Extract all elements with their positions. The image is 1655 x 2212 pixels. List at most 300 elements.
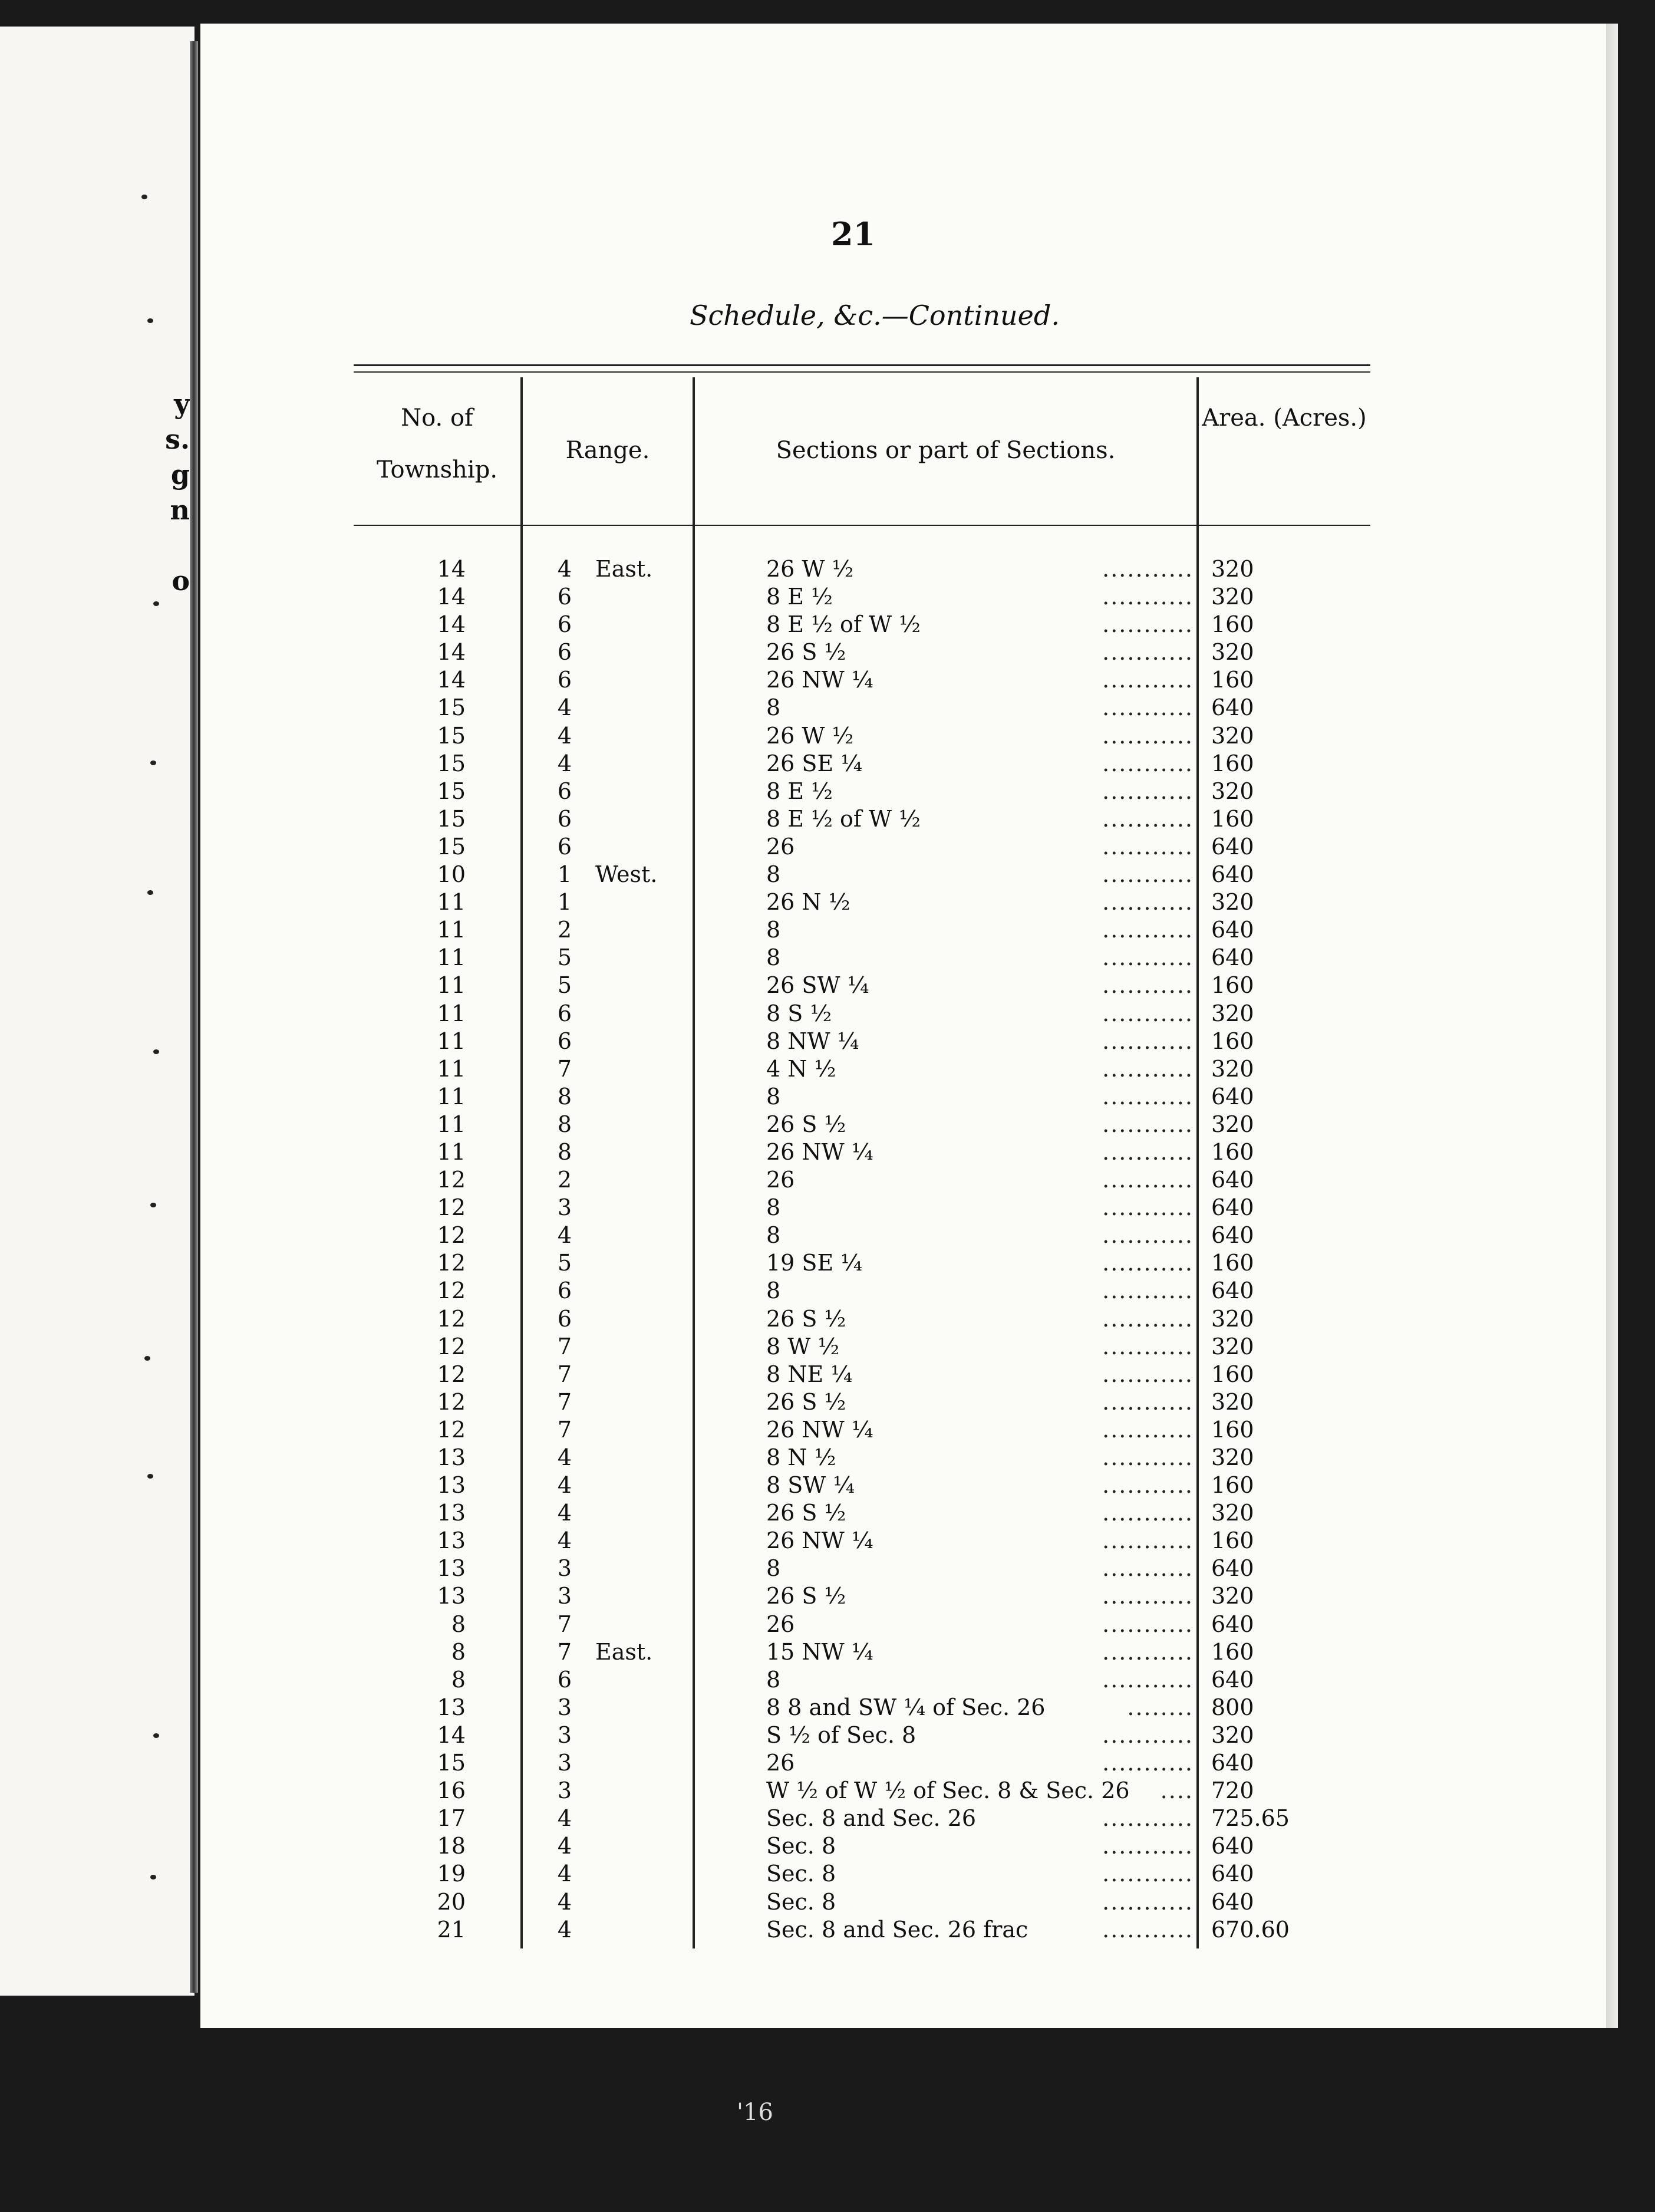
area-cell: 640 bbox=[1211, 944, 1254, 971]
area-cell: 640 bbox=[1211, 1555, 1254, 1582]
range-cell: 6 bbox=[557, 584, 572, 610]
leader-dots: ........... bbox=[1102, 1083, 1194, 1110]
facing-letter: o bbox=[172, 565, 190, 597]
leader-dots: ........... bbox=[1102, 1805, 1194, 1832]
township-cell: 14 bbox=[437, 1721, 466, 1748]
township-cell: 12 bbox=[437, 1194, 466, 1221]
leader-dots: ........... bbox=[1102, 917, 1194, 943]
range-cell: 6 bbox=[557, 778, 572, 804]
area-cell: 160 bbox=[1211, 1472, 1254, 1499]
township-cell: 15 bbox=[437, 1750, 466, 1776]
table-row bbox=[354, 1222, 1370, 1249]
section-cell: 26 SE ¼ bbox=[766, 750, 863, 776]
leader-dots: ........... bbox=[1102, 972, 1194, 999]
section-cell: 8 E ½ bbox=[766, 778, 833, 804]
township-cell: 18 bbox=[437, 1833, 466, 1859]
leader-dots: ........... bbox=[1102, 556, 1194, 582]
township-cell: 10 bbox=[437, 861, 466, 888]
leader-dots: ........... bbox=[1102, 584, 1194, 610]
area-cell: 320 bbox=[1211, 639, 1254, 666]
table-row bbox=[354, 972, 1370, 999]
township-cell: 8 bbox=[451, 1666, 466, 1693]
leader-dots: ........... bbox=[1102, 1138, 1194, 1165]
range-cell: 8 bbox=[557, 1138, 572, 1165]
range-cell: 2 bbox=[557, 1167, 572, 1193]
range-cell: 6 bbox=[557, 1000, 572, 1026]
area-cell: 320 bbox=[1211, 1111, 1254, 1137]
header-range: Range. bbox=[565, 437, 650, 464]
area-cell: 800 bbox=[1211, 1694, 1254, 1720]
leader-dots: ........... bbox=[1102, 1721, 1194, 1748]
leader-dots: ........... bbox=[1102, 1528, 1194, 1554]
township-cell: 11 bbox=[437, 889, 466, 916]
township-cell: 11 bbox=[437, 917, 466, 943]
section-cell: Sec. 8 and Sec. 26 frac bbox=[766, 1916, 1028, 1943]
section-cell: Sec. 8 bbox=[766, 1888, 836, 1915]
township-cell: 12 bbox=[437, 1333, 466, 1360]
area-cell: 160 bbox=[1211, 805, 1254, 832]
header-bottom-rule bbox=[354, 525, 1370, 526]
leader-dots: ........... bbox=[1102, 805, 1194, 832]
section-cell: 8 W ½ bbox=[766, 1333, 840, 1360]
range-cell: 1 bbox=[557, 889, 572, 916]
section-cell: 8 N ½ bbox=[766, 1444, 836, 1470]
area-cell: 640 bbox=[1211, 833, 1254, 860]
township-cell: 13 bbox=[437, 1472, 466, 1499]
range-cell: 7 bbox=[557, 1638, 572, 1665]
direction-cell: West. bbox=[595, 861, 658, 888]
section-cell: 26 bbox=[766, 1611, 795, 1637]
section-cell: 26 NW ¼ bbox=[766, 1138, 873, 1165]
township-cell: 11 bbox=[437, 944, 466, 971]
area-cell: 320 bbox=[1211, 1305, 1254, 1332]
table-top-rule bbox=[354, 364, 1370, 366]
section-cell: 26 N ½ bbox=[766, 889, 850, 916]
leader-dots: ........... bbox=[1102, 1416, 1194, 1443]
table-row bbox=[354, 1028, 1370, 1055]
leader-dots: ........... bbox=[1102, 1388, 1194, 1415]
direction-cell: East. bbox=[595, 1638, 653, 1665]
area-cell: 160 bbox=[1211, 667, 1254, 693]
section-cell: 8 bbox=[766, 1222, 781, 1249]
leader-dots: ........... bbox=[1102, 1111, 1194, 1137]
section-cell: 8 bbox=[766, 1083, 781, 1110]
township-cell: 13 bbox=[437, 1694, 466, 1720]
area-cell: 320 bbox=[1211, 1388, 1254, 1415]
table-top-rule-thin bbox=[354, 371, 1370, 373]
range-cell: 4 bbox=[557, 1861, 572, 1887]
area-cell: 320 bbox=[1211, 1583, 1254, 1609]
table-row bbox=[354, 1638, 1370, 1666]
table-row bbox=[354, 1555, 1370, 1582]
table-row bbox=[354, 666, 1370, 694]
section-cell: 15 NW ¼ bbox=[766, 1638, 873, 1665]
leader-dots: ........... bbox=[1102, 1194, 1194, 1221]
section-cell: 8 bbox=[766, 1194, 781, 1221]
township-cell: 12 bbox=[437, 1222, 466, 1249]
section-cell: 8 S ½ bbox=[766, 1000, 832, 1026]
leader-dots: ........... bbox=[1102, 889, 1194, 916]
section-cell: 26 S ½ bbox=[766, 1111, 846, 1137]
table-row bbox=[354, 583, 1370, 611]
table-row bbox=[354, 1916, 1370, 1944]
township-cell: 15 bbox=[437, 750, 466, 776]
area-cell: 320 bbox=[1211, 1500, 1254, 1526]
range-cell: 4 bbox=[557, 722, 572, 749]
section-cell: 8 bbox=[766, 1666, 781, 1693]
range-cell: 4 bbox=[557, 1222, 572, 1249]
area-cell: 160 bbox=[1211, 1250, 1254, 1276]
area-cell: 640 bbox=[1211, 917, 1254, 943]
area-cell: 160 bbox=[1211, 1416, 1254, 1443]
section-cell: 26 S ½ bbox=[766, 639, 846, 666]
table-row bbox=[354, 1472, 1370, 1499]
table-row bbox=[354, 1582, 1370, 1610]
area-cell: 160 bbox=[1211, 750, 1254, 776]
table-row bbox=[354, 1361, 1370, 1388]
section-cell: 8 NE ¼ bbox=[766, 1361, 853, 1387]
township-cell: 11 bbox=[437, 1111, 466, 1137]
area-cell: 640 bbox=[1211, 861, 1254, 888]
range-cell: 4 bbox=[557, 694, 572, 721]
township-cell: 12 bbox=[437, 1416, 466, 1443]
section-cell: Sec. 8 bbox=[766, 1833, 836, 1859]
leader-dots: ........... bbox=[1102, 1500, 1194, 1526]
range-cell: 3 bbox=[557, 1555, 572, 1582]
header-sections: Sections or part of Sections. bbox=[776, 437, 1116, 464]
section-cell: 26 S ½ bbox=[766, 1305, 846, 1332]
range-cell: 3 bbox=[557, 1583, 572, 1609]
running-title: Schedule, &c.—Continued. bbox=[690, 299, 1060, 331]
section-cell: 8 bbox=[766, 1555, 781, 1582]
table-row bbox=[354, 1611, 1370, 1638]
township-cell: 12 bbox=[437, 1361, 466, 1387]
section-cell: 26 S ½ bbox=[766, 1500, 846, 1526]
leader-dots: ........... bbox=[1102, 833, 1194, 860]
area-cell: 320 bbox=[1211, 1000, 1254, 1026]
area-cell: 320 bbox=[1211, 889, 1254, 916]
leader-dots: ........... bbox=[1102, 1278, 1194, 1304]
table-row bbox=[354, 1444, 1370, 1472]
range-cell: 5 bbox=[557, 1250, 572, 1276]
table-row bbox=[354, 1249, 1370, 1277]
table-row bbox=[354, 638, 1370, 666]
township-cell: 14 bbox=[437, 667, 466, 693]
leader-dots: ........... bbox=[1102, 944, 1194, 971]
leader-dots: ........... bbox=[1102, 722, 1194, 749]
township-cell: 15 bbox=[437, 722, 466, 749]
township-cell: 14 bbox=[437, 556, 466, 582]
leader-dots: ........... bbox=[1102, 1861, 1194, 1887]
leader-dots: ........... bbox=[1102, 694, 1194, 721]
range-cell: 4 bbox=[557, 1500, 572, 1526]
area-cell: 320 bbox=[1211, 722, 1254, 749]
table-row bbox=[354, 555, 1370, 583]
township-cell: 12 bbox=[437, 1250, 466, 1276]
township-cell: 12 bbox=[437, 1388, 466, 1415]
range-cell: 1 bbox=[557, 861, 572, 888]
table-row bbox=[354, 1000, 1370, 1028]
range-cell: 6 bbox=[557, 805, 572, 832]
township-cell: 13 bbox=[437, 1500, 466, 1526]
area-cell: 640 bbox=[1211, 1194, 1254, 1221]
leader-dots: ........... bbox=[1102, 1055, 1194, 1082]
facing-letter: y bbox=[174, 388, 190, 420]
table-row bbox=[354, 1666, 1370, 1694]
facing-letter: s. bbox=[165, 423, 190, 455]
range-cell: 7 bbox=[557, 1611, 572, 1637]
table-row bbox=[354, 916, 1370, 944]
section-cell: 19 SE ¼ bbox=[766, 1250, 863, 1276]
range-cell: 2 bbox=[557, 917, 572, 943]
table-row bbox=[354, 1277, 1370, 1305]
table-row bbox=[354, 1166, 1370, 1194]
header-area: Area. (Acres.) bbox=[1202, 404, 1367, 432]
leader-dots: ........... bbox=[1102, 639, 1194, 666]
area-cell: 160 bbox=[1211, 1028, 1254, 1054]
table-row bbox=[354, 611, 1370, 638]
leader-dots: ........... bbox=[1102, 1250, 1194, 1276]
range-cell: 3 bbox=[557, 1750, 572, 1776]
section-cell: 26 bbox=[766, 1167, 795, 1193]
table-row bbox=[354, 778, 1370, 805]
township-cell: 21 bbox=[437, 1916, 466, 1943]
range-cell: 5 bbox=[557, 944, 572, 971]
area-cell: 320 bbox=[1211, 1721, 1254, 1748]
township-cell: 14 bbox=[437, 584, 466, 610]
area-cell: 160 bbox=[1211, 1361, 1254, 1387]
leader-dots: ........... bbox=[1102, 861, 1194, 888]
range-cell: 6 bbox=[557, 667, 572, 693]
section-cell: 8 bbox=[766, 694, 781, 721]
section-cell: 26 NW ¼ bbox=[766, 1528, 873, 1554]
table-row bbox=[354, 805, 1370, 833]
section-cell: Sec. 8 and Sec. 26 bbox=[766, 1805, 977, 1832]
table-row bbox=[354, 1194, 1370, 1222]
section-cell: 4 N ½ bbox=[766, 1055, 836, 1082]
table-row bbox=[354, 1832, 1370, 1860]
leader-dots: ........... bbox=[1102, 1000, 1194, 1026]
range-cell: 6 bbox=[557, 1278, 572, 1304]
range-cell: 6 bbox=[557, 1666, 572, 1693]
range-cell: 3 bbox=[557, 1694, 572, 1720]
table-row bbox=[354, 1499, 1370, 1527]
facing-letter: g bbox=[170, 459, 190, 491]
section-cell: 8 E ½ bbox=[766, 584, 833, 610]
section-cell: 8 8 and SW ¼ of Sec. 26 bbox=[766, 1694, 1046, 1720]
township-cell: 11 bbox=[437, 1000, 466, 1026]
area-cell: 720 bbox=[1211, 1778, 1254, 1804]
table-row bbox=[354, 1138, 1370, 1166]
leader-dots: .... bbox=[1160, 1778, 1194, 1804]
range-cell: 4 bbox=[557, 556, 572, 582]
area-cell: 160 bbox=[1211, 972, 1254, 999]
range-cell: 3 bbox=[557, 1194, 572, 1221]
area-cell: 160 bbox=[1211, 611, 1254, 638]
range-cell: 6 bbox=[557, 833, 572, 860]
township-cell: 14 bbox=[437, 639, 466, 666]
range-cell: 7 bbox=[557, 1361, 572, 1387]
table-row bbox=[354, 1749, 1370, 1777]
section-cell: 8 bbox=[766, 917, 781, 943]
page-edge bbox=[1606, 24, 1618, 2028]
section-cell: Sec. 8 bbox=[766, 1861, 836, 1887]
area-cell: 160 bbox=[1211, 1528, 1254, 1554]
header-township: No. of Township. bbox=[376, 404, 498, 483]
range-cell: 6 bbox=[557, 611, 572, 638]
range-cell: 4 bbox=[557, 1528, 572, 1554]
section-cell: 26 bbox=[766, 1750, 795, 1776]
leader-dots: ........... bbox=[1102, 1305, 1194, 1332]
table-row bbox=[354, 1888, 1370, 1916]
area-cell: 640 bbox=[1211, 1888, 1254, 1915]
township-cell: 8 bbox=[451, 1638, 466, 1665]
leader-dots: ........... bbox=[1102, 1167, 1194, 1193]
section-cell: 26 bbox=[766, 833, 795, 860]
leader-dots: ........... bbox=[1102, 1222, 1194, 1249]
leader-dots: ........... bbox=[1102, 1888, 1194, 1915]
leader-dots: ........... bbox=[1102, 1361, 1194, 1387]
area-cell: 640 bbox=[1211, 1833, 1254, 1859]
township-cell: 13 bbox=[437, 1528, 466, 1554]
township-cell: 20 bbox=[437, 1888, 466, 1915]
leader-dots: ........... bbox=[1102, 778, 1194, 804]
area-cell: 670.60 bbox=[1211, 1916, 1290, 1943]
table-row bbox=[354, 1805, 1370, 1832]
table-row bbox=[354, 1305, 1370, 1333]
township-cell: 8 bbox=[451, 1611, 466, 1637]
township-cell: 17 bbox=[437, 1805, 466, 1832]
leader-dots: ........... bbox=[1102, 611, 1194, 638]
range-cell: 6 bbox=[557, 639, 572, 666]
section-cell: 8 E ½ of W ½ bbox=[766, 611, 921, 638]
range-cell: 3 bbox=[557, 1721, 572, 1748]
range-cell: 4 bbox=[557, 1444, 572, 1470]
range-cell: 4 bbox=[557, 1888, 572, 1915]
area-cell: 640 bbox=[1211, 1611, 1254, 1637]
table-row bbox=[354, 944, 1370, 972]
range-cell: 6 bbox=[557, 1305, 572, 1332]
page-number: 21 bbox=[831, 215, 876, 253]
area-cell: 320 bbox=[1211, 778, 1254, 804]
area-cell: 640 bbox=[1211, 1666, 1254, 1693]
facing-letter: n bbox=[170, 494, 190, 526]
township-cell: 15 bbox=[437, 805, 466, 832]
area-cell: 160 bbox=[1211, 1638, 1254, 1665]
township-cell: 12 bbox=[437, 1305, 466, 1332]
area-cell: 640 bbox=[1211, 694, 1254, 721]
area-cell: 160 bbox=[1211, 1138, 1254, 1165]
leader-dots: ........... bbox=[1102, 1333, 1194, 1360]
table-row bbox=[354, 1694, 1370, 1721]
township-cell: 19 bbox=[437, 1861, 466, 1887]
leader-dots: ........... bbox=[1102, 1583, 1194, 1609]
table-row bbox=[354, 694, 1370, 722]
range-cell: 7 bbox=[557, 1416, 572, 1443]
township-cell: 13 bbox=[437, 1555, 466, 1582]
table-row bbox=[354, 833, 1370, 861]
area-cell: 640 bbox=[1211, 1167, 1254, 1193]
township-cell: 16 bbox=[437, 1778, 466, 1804]
leader-dots: ........... bbox=[1102, 1472, 1194, 1499]
township-cell: 13 bbox=[437, 1583, 466, 1609]
leader-dots: ........... bbox=[1102, 667, 1194, 693]
section-cell: 8 NW ¼ bbox=[766, 1028, 859, 1054]
range-cell: 4 bbox=[557, 1472, 572, 1499]
table-row bbox=[354, 861, 1370, 888]
area-cell: 320 bbox=[1211, 584, 1254, 610]
range-cell: 7 bbox=[557, 1388, 572, 1415]
leader-dots: ........... bbox=[1102, 1555, 1194, 1582]
leader-dots: ........... bbox=[1102, 1611, 1194, 1637]
township-cell: 14 bbox=[437, 611, 466, 638]
area-cell: 640 bbox=[1211, 1278, 1254, 1304]
range-cell: 4 bbox=[557, 1805, 572, 1832]
table-row bbox=[354, 1527, 1370, 1555]
leader-dots: ........... bbox=[1102, 1916, 1194, 1943]
section-cell: 26 NW ¼ bbox=[766, 667, 873, 693]
table-row bbox=[354, 1777, 1370, 1805]
section-cell: 8 E ½ of W ½ bbox=[766, 805, 921, 832]
township-cell: 11 bbox=[437, 1055, 466, 1082]
direction-cell: East. bbox=[595, 556, 653, 582]
leader-dots: ........... bbox=[1102, 1638, 1194, 1665]
folio-mark: '16 bbox=[737, 2099, 773, 2126]
township-cell: 15 bbox=[437, 833, 466, 860]
area-cell: 640 bbox=[1211, 1222, 1254, 1249]
area-cell: 320 bbox=[1211, 1055, 1254, 1082]
section-cell: 26 W ½ bbox=[766, 722, 854, 749]
table-row bbox=[354, 722, 1370, 750]
section-cell: 26 S ½ bbox=[766, 1583, 846, 1609]
table-row bbox=[354, 1055, 1370, 1083]
section-cell: 26 SW ¼ bbox=[766, 972, 869, 999]
table-row bbox=[354, 1333, 1370, 1361]
section-cell: 8 SW ¼ bbox=[766, 1472, 855, 1499]
township-cell: 11 bbox=[437, 1028, 466, 1054]
range-cell: 7 bbox=[557, 1333, 572, 1360]
leader-dots: ........... bbox=[1102, 1444, 1194, 1470]
leader-dots: ........... bbox=[1102, 1833, 1194, 1859]
leader-dots: ........ bbox=[1127, 1694, 1194, 1720]
table-row bbox=[354, 1388, 1370, 1416]
range-cell: 4 bbox=[557, 1916, 572, 1943]
township-cell: 12 bbox=[437, 1167, 466, 1193]
range-cell: 3 bbox=[557, 1778, 572, 1804]
table-row bbox=[354, 1860, 1370, 1888]
range-cell: 8 bbox=[557, 1083, 572, 1110]
township-cell: 15 bbox=[437, 778, 466, 804]
table-row bbox=[354, 750, 1370, 778]
table-row bbox=[354, 1721, 1370, 1749]
township-cell: 13 bbox=[437, 1444, 466, 1470]
section-cell: 26 NW ¼ bbox=[766, 1416, 873, 1443]
range-cell: 5 bbox=[557, 972, 572, 999]
range-cell: 7 bbox=[557, 1055, 572, 1082]
leader-dots: ........... bbox=[1102, 1028, 1194, 1054]
area-cell: 640 bbox=[1211, 1861, 1254, 1887]
area-cell: 320 bbox=[1211, 1333, 1254, 1360]
table-row bbox=[354, 1111, 1370, 1138]
section-cell: W ½ of W ½ of Sec. 8 & Sec. 26 bbox=[766, 1778, 1130, 1804]
leader-dots: ........... bbox=[1102, 750, 1194, 776]
area-cell: 640 bbox=[1211, 1750, 1254, 1776]
area-cell: 725.65 bbox=[1211, 1805, 1290, 1832]
area-cell: 320 bbox=[1211, 556, 1254, 582]
table-row bbox=[354, 888, 1370, 916]
section-cell: 8 bbox=[766, 861, 781, 888]
range-cell: 4 bbox=[557, 1833, 572, 1859]
